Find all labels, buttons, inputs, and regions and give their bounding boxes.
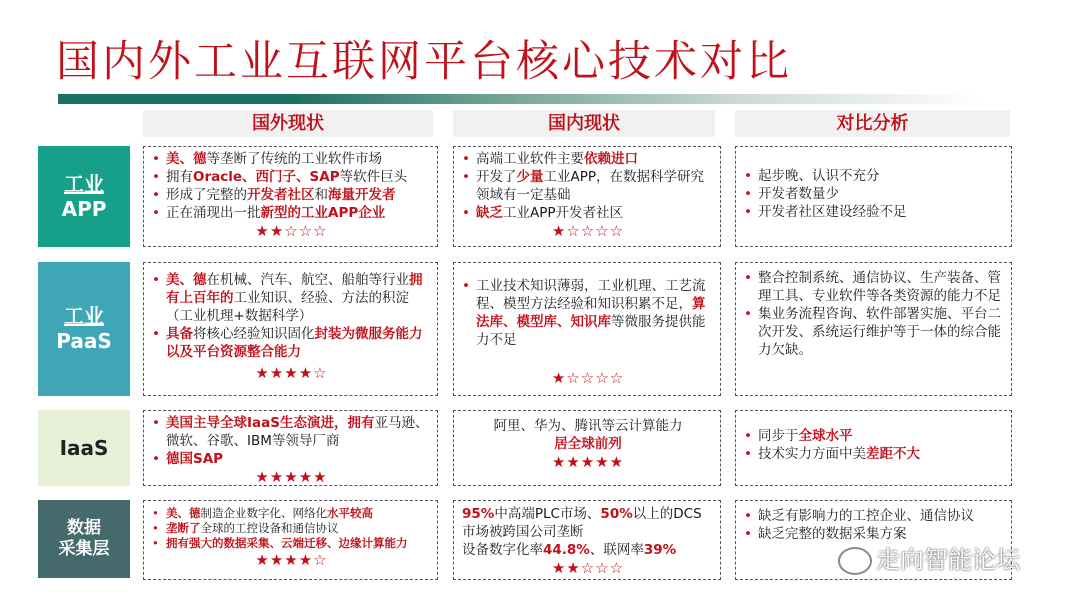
row-label-paas-line2: PaaS [56, 329, 112, 353]
bullet: • 拥有Oracle、西门子、SAP等软件巨头 [152, 168, 431, 186]
bullet: • 高端工业软件主要依赖进口 [462, 150, 714, 168]
cell-data-foreign [143, 500, 438, 580]
bullet: • 形成了完整的开发者社区和海量开发者 [152, 186, 431, 204]
domestic-data-line2: 设备数字化率44.8%、联网率39% [462, 542, 677, 558]
bullet: • 垄断了全球的工控设备和通信协议 [152, 521, 431, 536]
bullet: • 缺乏有影响力的工控企业、通信协议 [744, 507, 1005, 525]
bullet: • 美、德在机械、汽车、航空、船舶等行业拥有上百年的工业知识、经验、方法的积淀（工业机理+数据科学） [152, 271, 431, 325]
cell-paas-domestic [453, 262, 721, 396]
watermark-text: 走向智能论坛 [876, 546, 1020, 574]
title-underline [58, 94, 982, 104]
cell-app-domestic [453, 146, 721, 247]
star-rating: ★★☆☆☆ [551, 559, 625, 577]
bullet: • 开发了少量工业APP，在数据科学研究领域有一定基础 [462, 168, 714, 204]
cell-iaas-domestic [453, 410, 721, 486]
bullet: • 具备将核心经验知识固化封装为微服务能力以及平台资源整合能力 [152, 325, 431, 361]
header-domestic: 国内现状 [453, 110, 715, 137]
row-label-iaas-line1: IaaS [59, 435, 109, 460]
cell-app-analysis [735, 146, 1012, 247]
row-label-app-line1: 工业 [64, 171, 104, 196]
row-label-paas-line1: 工业 [64, 304, 104, 328]
bullet: • 德国SAP [152, 450, 431, 468]
cell-paas-analysis [735, 262, 1012, 396]
cell-app-foreign [143, 146, 438, 247]
star-rating: ★☆☆☆☆ [551, 369, 625, 387]
row-label-data-line2: 采集层 [58, 539, 110, 559]
row-label-app [38, 146, 130, 247]
cell-iaas-foreign [143, 410, 438, 486]
star-rating: ★★★★☆ [255, 364, 328, 382]
bullet: • 美、德等垄断了传统的工业软件市场 [152, 150, 431, 168]
bullet: • 开发者数量少 [744, 185, 1005, 203]
bullet: • 美、德制造企业数字化、网络化水平较高 [152, 506, 431, 521]
bullet: • 同步于全球水平 [744, 427, 1005, 445]
row-label-data-line1: 数据 [67, 517, 101, 538]
bullet: • 集业务流程咨询、软件部署实施、平台二次开发、系统运行维护等于一体的综合能力欠缺。 [744, 305, 1005, 359]
star-rating: ★☆☆☆☆ [551, 222, 625, 240]
bullet: • 缺乏完整的数据采集方案 [744, 525, 1005, 543]
wechat-icon [838, 547, 872, 575]
bullet: • 工业技术知识薄弱，工业机理、工艺流程、模型方法经验和知识积累不足，算法库、模型库、知识库等微服务提供能力不足 [462, 277, 714, 349]
bullet: • 拥有强大的数据采集、云端迁移、边缘计算能力 [152, 536, 431, 551]
header-foreign: 国外现状 [143, 110, 433, 137]
domestic-iaas-highlight: 居全球前列 [554, 436, 622, 452]
bullet: • 正在涌现出一批新型的工业APP企业 [152, 204, 431, 222]
domestic-data-line1: 95%中高端PLC市场、50%以上的DCS市场被跨国公司垄断 [462, 506, 702, 540]
bullet: • 缺乏工业APP开发者社区 [462, 204, 714, 222]
row-label-iaas [38, 410, 130, 486]
page-title: 国内外工业互联网平台核心技术对比 [56, 37, 792, 87]
bullet: • 整合控制系统、通信协议、生产装备、管理工具、专业软件等各类资源的能力不足 [744, 269, 1005, 305]
cell-paas-foreign [143, 262, 438, 396]
star-rating: ★★★★★ [255, 468, 328, 486]
watermark [838, 540, 1020, 575]
domestic-iaas-text: 阿里、华为、腾讯等云计算能力 [493, 418, 683, 434]
star-rating: ★★★★☆ [255, 551, 328, 569]
row-label-paas [38, 262, 130, 396]
cell-iaas-analysis [735, 410, 1012, 486]
bullet: • 技术实力方面中美差距不大 [744, 445, 1005, 463]
bullet: • 美国主导全球IaaS生态演进，拥有亚马逊、微软、谷歌、IBM等领导厂商 [152, 414, 431, 450]
header-analysis: 对比分析 [735, 110, 1010, 137]
bullet: • 开发者社区建设经验不足 [744, 203, 1005, 221]
cell-data-domestic [453, 500, 721, 580]
star-rating: ★★☆☆☆ [255, 222, 328, 240]
row-label-app-line2: APP [61, 196, 107, 221]
star-rating: ★★★★★ [551, 453, 625, 471]
row-label-data [38, 500, 130, 578]
bullet: • 起步晚、认识不充分 [744, 167, 1005, 185]
